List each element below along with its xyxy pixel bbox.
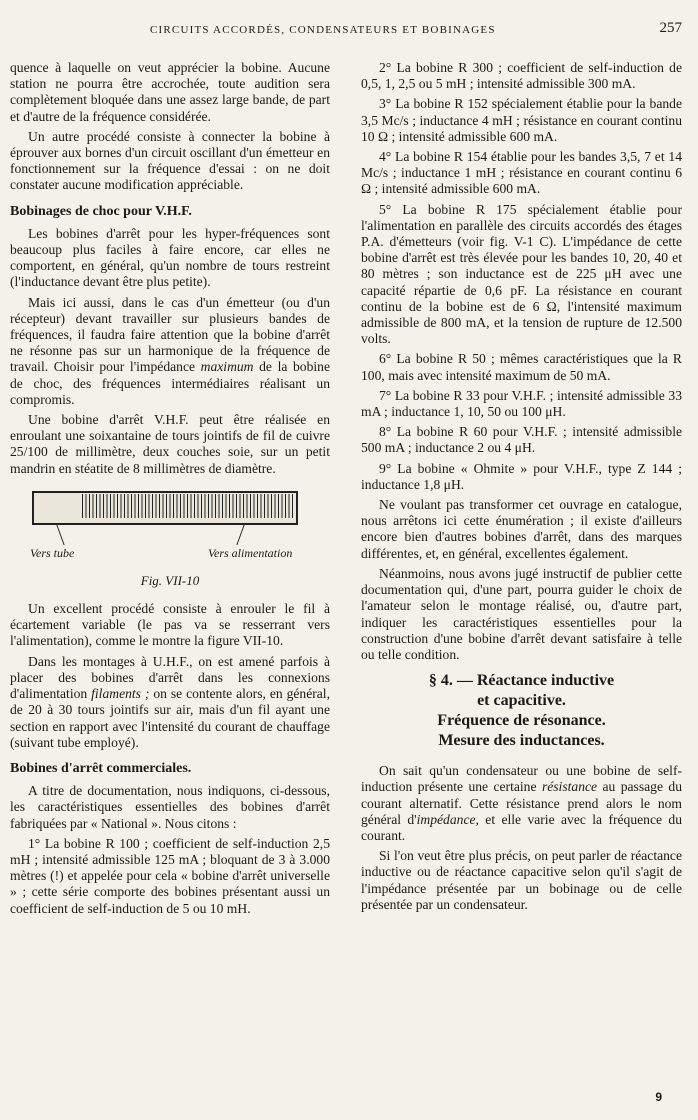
list-item: 8° La bobine R 60 pour V.H.F. ; intensité admissible 500 mA ; inductance 2 ou 4 μH. [361, 424, 682, 456]
section-heading: Bobines d'arrêt commerciales. [10, 760, 192, 776]
lead-line-supply [236, 525, 244, 545]
figure-caption: Fig. VII-10 [140, 572, 200, 588]
paragraph: Néanmoins, nous avons jugé instructif de publier cette documentation qui, d'une part, pourra guider le choix de l'amateur selon le montage réalisé, ou, d'autre part, indiquer les caractéristiques essentielles pour la construction d'une bobine d'arrêt devant satisfaire à telle ou telle condition. [361, 565, 682, 662]
figure-label-tube: Vers tube [30, 545, 75, 560]
running-header [150, 20, 682, 44]
list-item: 3° La bobine R 152 spécialement établie pour la bande 3,5 Mc/s ; inductance 4 mH ; résistance en courant continu 10 Ω ; intensité admissible 600 mA. [361, 96, 682, 144]
paragraph: Si l'on veut être plus précis, on peut parler de réactance inductive ou de réactance capacitive selon qu'il s'agit de l'impédance présentée par un bobinage ou de celle présentée par un condensateur. [361, 848, 682, 912]
paragraph: Une bobine d'arrêt V.H.F. peut être réalisée en enroulant une soixantaine de tours jointifs de fil de cuivre 25/100 de millimètre, deux couches soie, sur un petit mandrin en stéatite de 8 millimètres de diamètre. [10, 412, 330, 476]
paragraph: Dans les montages à U.H.F., on est amené parfois à placer des bobines d'arrêt dans les connexions d'alimentation filaments ; on se contente alors, en général, de 20 à 30 tours jointifs sur air, mais d'un fil ayant une section en rapport avec l'intensité du courant de chauffage (suivant tube employé). [10, 653, 330, 750]
chapter-title: CIRCUITS ACCORDÉS, CONDENSATEURS ET BOBINAGES [150, 24, 496, 36]
paragraph: Ne voulant pas transformer cet ouvrage en catalogue, nous arrêtons ici cette énumération ; il existe d'ailleurs encore bien d'autres bobines d'arrêt, dans des marques différentes, et, en général, excellentes également. [361, 497, 682, 561]
paragraph: 1° La bobine R 100 ; coefficient de self-induction 2,5 mH ; intensité admissible 125 mA ; bloquant de 3 à 3.000 mètres (!) et appelée pour cela « bobine d'arrêt universelle » ; cette série comporte des bobines présentant aussi un coefficient de self-induction de 5 ou 10 mH. [10, 835, 330, 916]
list-item: 2° La bobine R 300 ; coefficient de self-induction de 0,5, 1, 2,5 ou 5 mH ; intensité admissible 300 mA. [361, 60, 682, 92]
paragraph: Un autre procédé consiste à connecter la bobine à éprouver aux bornes d'un circuit oscillant d'un émetteur en fonctionnement sur la fréquence d'essai : on ne doit constater aucune modification appréciable. [10, 128, 330, 193]
list-item: 9° La bobine « Ohmite » pour V.H.F., type Z 144 ; inductance 1,8 μH. [361, 460, 682, 492]
list-item: 6° La bobine R 50 ; mêmes caractéristiques que la R 100, mais avec intensité maximum de 50 mA. [361, 351, 682, 383]
list-item: 7° La bobine R 33 pour V.H.F. ; intensité admissible 33 mA ; inductance 1, 10, 50 ou 100 μH. [361, 387, 682, 420]
paragraph: Les bobines d'arrêt pour les hyper-fréquences sont beaucoup plus faciles à faire encore, car elles ne comportent, en général, qu'un nombre de tours restreint (l'inductance devant être plus petite). [10, 225, 330, 290]
list-item: 5° La bobine R 175 spécialement établie pour l'alimentation en parallèle des circuits accordés des étages P.A. d'émetteurs (voir fig. V-1 C). L'impédance de cette bobine d'arrêt est très élevée pour les bandes 10, 20, 40 et 80 mètres ; son inductance est de 225 μH avec une capacité répartie de 0,6 pF. La résistance en courant continu de la bobine est de 6 Ω, l'intensité maximum admissible de 800 mA, et la tension de rupture de 12.500 volts. [361, 201, 682, 347]
signature-mark: 9 [655, 1090, 662, 1104]
paragraph: Un excellent procédé consiste à enrouler le fil à écartement variable (le pas va se resserrant vers l'alimentation), comme le montre la figure VII-10. [10, 601, 330, 649]
left-column [10, 60, 330, 921]
paragraph: Mais ici aussi, dans le cas d'un émetteur (ou d'un récepteur) devant travailler sur plusieurs bandes de fréquences, il faudra faire attention que la bobine d'arrêt ne résonne pas sur un harmonique de la fréquence de travail. Choisir pour l'impédance maximum de la bobine de choc, des fréquences intermédiaires réalisant un compromis. [10, 294, 330, 407]
paragraph: quence à laquelle on veut apprécier la bobine. Aucune station ne pourra être accrochée, toute audition sera complètement bloquée dans une assez large bande, de part et d'autre de la fréquence considérée. [10, 60, 330, 124]
section-heading: Bobinages de choc pour V.H.F. [10, 203, 192, 219]
right-column [361, 60, 682, 917]
list-item: 4° La bobine R 154 établie pour les bandes 3,5, 7 et 14 Mc/s ; inductance 1 mH ; résistance en courant continu 6 Ω ; intensité admissible 600 mA. [361, 149, 682, 197]
paragraph: A titre de documentation, nous indiquons, ci-dessous, les caractéristiques essentielles des bobines d'arrêt fabriquées par « National ». Nous citons : [10, 783, 330, 831]
section-title: § 4. — Réactance inductive et capacitive. Fréquence de résonance. Mesure des inductances. [428, 672, 615, 750]
paragraph: On sait qu'un condensateur ou une bobine de self-induction présente une certaine résistance au passage du courant alternatif. Cette résistance prend alors le nom général d'impédance, et elle varie avec la fréquence du courant. [361, 763, 683, 843]
page-number: 257 [659, 20, 682, 36]
coil-winding [82, 494, 294, 518]
figure-choke-coil [22, 485, 322, 567]
figure-label-supply: Vers alimentation [208, 545, 293, 560]
lead-line-tube [56, 525, 64, 545]
